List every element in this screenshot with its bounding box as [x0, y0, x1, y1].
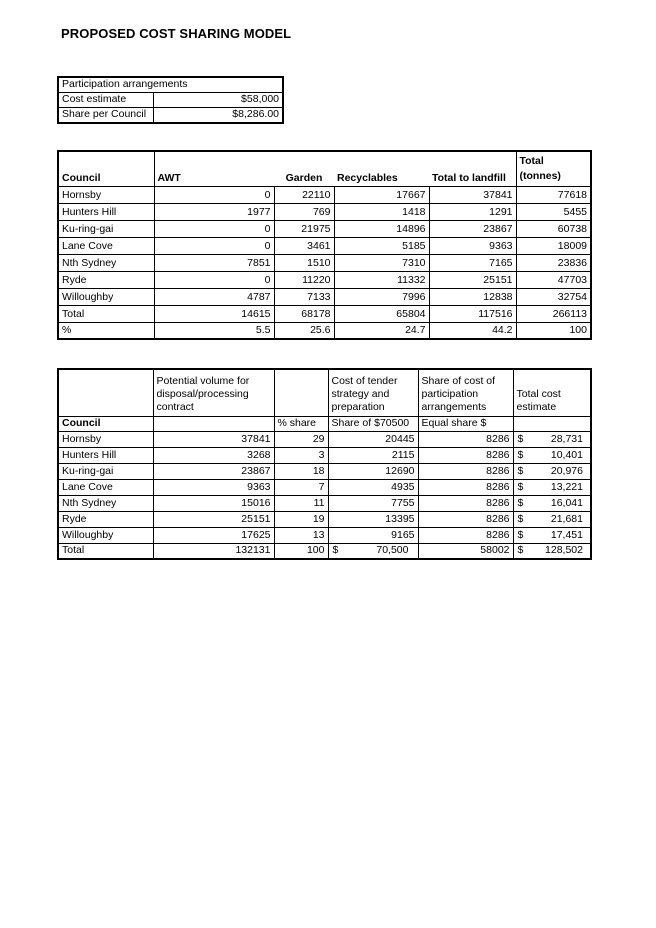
participation-table	[57, 76, 284, 124]
cell-volume-total: 132131	[153, 543, 274, 559]
header-potential-volume: Potential volume for disposal/processing contract	[153, 369, 274, 416]
cell-total-tonnes: 32754	[516, 288, 591, 305]
currency-symbol: $	[517, 432, 524, 445]
currency-symbol: $	[517, 544, 524, 556]
subheader-equal-share: Equal share $	[418, 416, 513, 431]
cell-garden: 1510	[274, 254, 334, 271]
cell-total-tonnes: 266113	[516, 305, 591, 322]
currency-symbol: $	[517, 480, 524, 493]
cell-total-tonnes: 47703	[516, 271, 591, 288]
cell-volume: 23867	[153, 463, 274, 479]
currency-value: 128,502	[545, 544, 583, 556]
cell-equal-share: 8286	[418, 447, 513, 463]
cell-garden: 22110	[274, 186, 334, 203]
cell-recyclables: 1418	[334, 203, 429, 220]
cost-sharing-table	[57, 368, 592, 560]
cell-equal-share: 8286	[418, 495, 513, 511]
table-row	[58, 479, 591, 495]
table-row	[58, 527, 591, 543]
table-row	[58, 220, 591, 237]
table-row	[58, 237, 591, 254]
header-empty	[58, 369, 153, 416]
table-header-row	[58, 151, 591, 186]
cell-council: Lane Cove	[58, 479, 153, 495]
header-total-tonnes	[516, 151, 591, 186]
cell-total-cost	[513, 447, 591, 463]
subheader-share-of-70500: Share of $70500	[328, 416, 418, 431]
header-recyclables: Recyclables	[334, 151, 429, 186]
tonnage-table	[57, 150, 592, 340]
cell-pct-share: 11	[274, 495, 328, 511]
table-row	[58, 77, 283, 93]
table-row	[58, 431, 591, 447]
cell-total-label: Total	[58, 543, 153, 559]
table-header-row	[58, 369, 591, 416]
header-total-tonnes-line2: (tonnes)	[519, 169, 561, 182]
cell-tender-share: 12690	[328, 463, 418, 479]
cell-pct-share: 3	[274, 447, 328, 463]
cell-landfill: 1291	[429, 203, 516, 220]
header-participation-share: Share of cost of participation arrangements	[418, 369, 513, 416]
table-row	[58, 511, 591, 527]
cell-awt: 5.5	[154, 322, 274, 339]
cell-awt: 7851	[154, 254, 274, 271]
currency-value: 21,681	[550, 512, 583, 525]
currency-value: 16,041	[550, 496, 583, 509]
cell-garden: 769	[274, 203, 334, 220]
cell-council: Hunters Hill	[58, 203, 154, 220]
cell-tender-share: 20445	[328, 431, 418, 447]
header-tender-cost: Cost of tender strategy and preparation	[328, 369, 418, 416]
cell-pct-share: 13	[274, 527, 328, 543]
cell-tender-share: 2115	[328, 447, 418, 463]
currency-value: 10,401	[550, 448, 583, 461]
table-row	[58, 495, 591, 511]
cell-total-cost	[513, 463, 591, 479]
cell-label: Share per Council	[58, 108, 153, 124]
subheader-council: Council	[58, 416, 153, 431]
cell-label: Cost estimate	[58, 93, 153, 108]
cell-council: Hornsby	[58, 431, 153, 447]
header-total-tonnes-line1: Total	[519, 154, 544, 167]
cell-garden: 25.6	[274, 322, 334, 339]
table-row	[58, 447, 591, 463]
table-row	[58, 463, 591, 479]
cell-total-cost	[513, 431, 591, 447]
cell-tender-share: 9165	[328, 527, 418, 543]
cell-garden: 11220	[274, 271, 334, 288]
cell-council: Willoughby	[58, 288, 154, 305]
cell-landfill: 44.2	[429, 322, 516, 339]
subheader-empty	[153, 416, 274, 431]
cell-total-tonnes: 5455	[516, 203, 591, 220]
cell-council: Lane Cove	[58, 237, 154, 254]
currency-symbol: $	[517, 448, 524, 461]
cell-garden: 21975	[274, 220, 334, 237]
table-subheader-row	[58, 416, 591, 431]
cell-recyclables: 24.7	[334, 322, 429, 339]
cell-volume: 17625	[153, 527, 274, 543]
table-row	[58, 186, 591, 203]
cell-council: Total	[58, 305, 154, 322]
header-awt: AWT	[154, 151, 274, 186]
cell-awt: 0	[154, 237, 274, 254]
cell-recyclables: 65804	[334, 305, 429, 322]
cell-council: %	[58, 322, 154, 339]
cell-total-tonnes: 77618	[516, 186, 591, 203]
currency-value: 13,221	[550, 480, 583, 493]
participation-table-title: Participation arrangements	[58, 77, 283, 93]
cell-volume: 37841	[153, 431, 274, 447]
cell-tender-total	[328, 543, 418, 559]
cell-pct-share: 18	[274, 463, 328, 479]
currency-symbol: $	[517, 528, 524, 541]
cell-equal-share: 8286	[418, 479, 513, 495]
cell-recyclables: 7996	[334, 288, 429, 305]
cell-tender-share: 4935	[328, 479, 418, 495]
currency-value: 70,500	[376, 544, 409, 556]
cell-total-tonnes: 100	[516, 322, 591, 339]
cell-landfill: 23867	[429, 220, 516, 237]
cell-volume: 3268	[153, 447, 274, 463]
cell-landfill: 37841	[429, 186, 516, 203]
cell-participation-total: 58002	[418, 543, 513, 559]
cell-garden: 3461	[274, 237, 334, 254]
table-row	[58, 271, 591, 288]
cell-awt: 4787	[154, 288, 274, 305]
cell-equal-share: 8286	[418, 463, 513, 479]
cell-awt: 1977	[154, 203, 274, 220]
cell-council: Hornsby	[58, 186, 154, 203]
cell-pct-share: 19	[274, 511, 328, 527]
table-total-row	[58, 305, 591, 322]
cell-council: Ku-ring-gai	[58, 463, 153, 479]
cell-council: Ku-ring-gai	[58, 220, 154, 237]
cell-total-tonnes: 60738	[516, 220, 591, 237]
cell-recyclables: 17667	[334, 186, 429, 203]
cell-landfill: 25151	[429, 271, 516, 288]
cell-value: $58,000	[153, 93, 283, 108]
cell-tender-share: 13395	[328, 511, 418, 527]
cell-total-cost	[513, 495, 591, 511]
table-row	[58, 203, 591, 220]
cell-landfill: 117516	[429, 305, 516, 322]
cell-total-cost	[513, 527, 591, 543]
subheader-empty	[513, 416, 591, 431]
cell-equal-share: 8286	[418, 431, 513, 447]
currency-symbol: $	[332, 544, 339, 556]
table-row	[58, 93, 283, 108]
cell-recyclables: 5185	[334, 237, 429, 254]
cell-landfill: 9363	[429, 237, 516, 254]
table-row	[58, 108, 283, 124]
header-garden: Garden	[274, 151, 334, 186]
table-total-row	[58, 543, 591, 559]
cell-equal-share: 8286	[418, 527, 513, 543]
cell-total-cost	[513, 479, 591, 495]
currency-value: 20,976	[550, 464, 583, 477]
header-total-cost-estimate: Total cost estimate	[513, 369, 591, 416]
cell-garden: 7133	[274, 288, 334, 305]
cell-garden: 68178	[274, 305, 334, 322]
cell-recyclables: 11332	[334, 271, 429, 288]
cell-awt: 0	[154, 186, 274, 203]
cell-equal-share: 8286	[418, 511, 513, 527]
table-row	[58, 288, 591, 305]
cell-value: $8,286.00	[153, 108, 283, 124]
cell-volume: 15016	[153, 495, 274, 511]
currency-symbol: $	[517, 512, 524, 525]
cell-volume: 9363	[153, 479, 274, 495]
cell-council: Ryde	[58, 271, 154, 288]
cell-council: Willoughby	[58, 527, 153, 543]
cell-landfill: 12838	[429, 288, 516, 305]
cell-recyclables: 7310	[334, 254, 429, 271]
header-council: Council	[58, 151, 154, 186]
cell-council: Hunters Hill	[58, 447, 153, 463]
cell-landfill: 7165	[429, 254, 516, 271]
header-empty	[274, 369, 328, 416]
header-total-to-landfill: Total to landfill	[429, 151, 516, 186]
page-title: PROPOSED COST SHARING MODEL	[61, 26, 292, 41]
cell-recyclables: 14896	[334, 220, 429, 237]
table-percent-row	[58, 322, 591, 339]
cell-pct-total: 100	[274, 543, 328, 559]
table-row	[58, 254, 591, 271]
cell-awt: 0	[154, 271, 274, 288]
currency-value: 28,731	[550, 432, 583, 445]
cell-pct-share: 29	[274, 431, 328, 447]
cell-pct-share: 7	[274, 479, 328, 495]
currency-value: 17,451	[550, 528, 583, 541]
cell-tender-share: 7755	[328, 495, 418, 511]
cell-volume: 25151	[153, 511, 274, 527]
currency-symbol: $	[517, 496, 524, 509]
cell-council: Ryde	[58, 511, 153, 527]
cell-awt: 14615	[154, 305, 274, 322]
cell-total-cost-total	[513, 543, 591, 559]
cell-total-tonnes: 18009	[516, 237, 591, 254]
cell-council: Nth Sydney	[58, 495, 153, 511]
cell-council: Nth Sydney	[58, 254, 154, 271]
currency-symbol: $	[517, 464, 524, 477]
cell-total-cost	[513, 511, 591, 527]
cell-total-tonnes: 23836	[516, 254, 591, 271]
cell-awt: 0	[154, 220, 274, 237]
subheader-pct-share: % share	[274, 416, 328, 431]
